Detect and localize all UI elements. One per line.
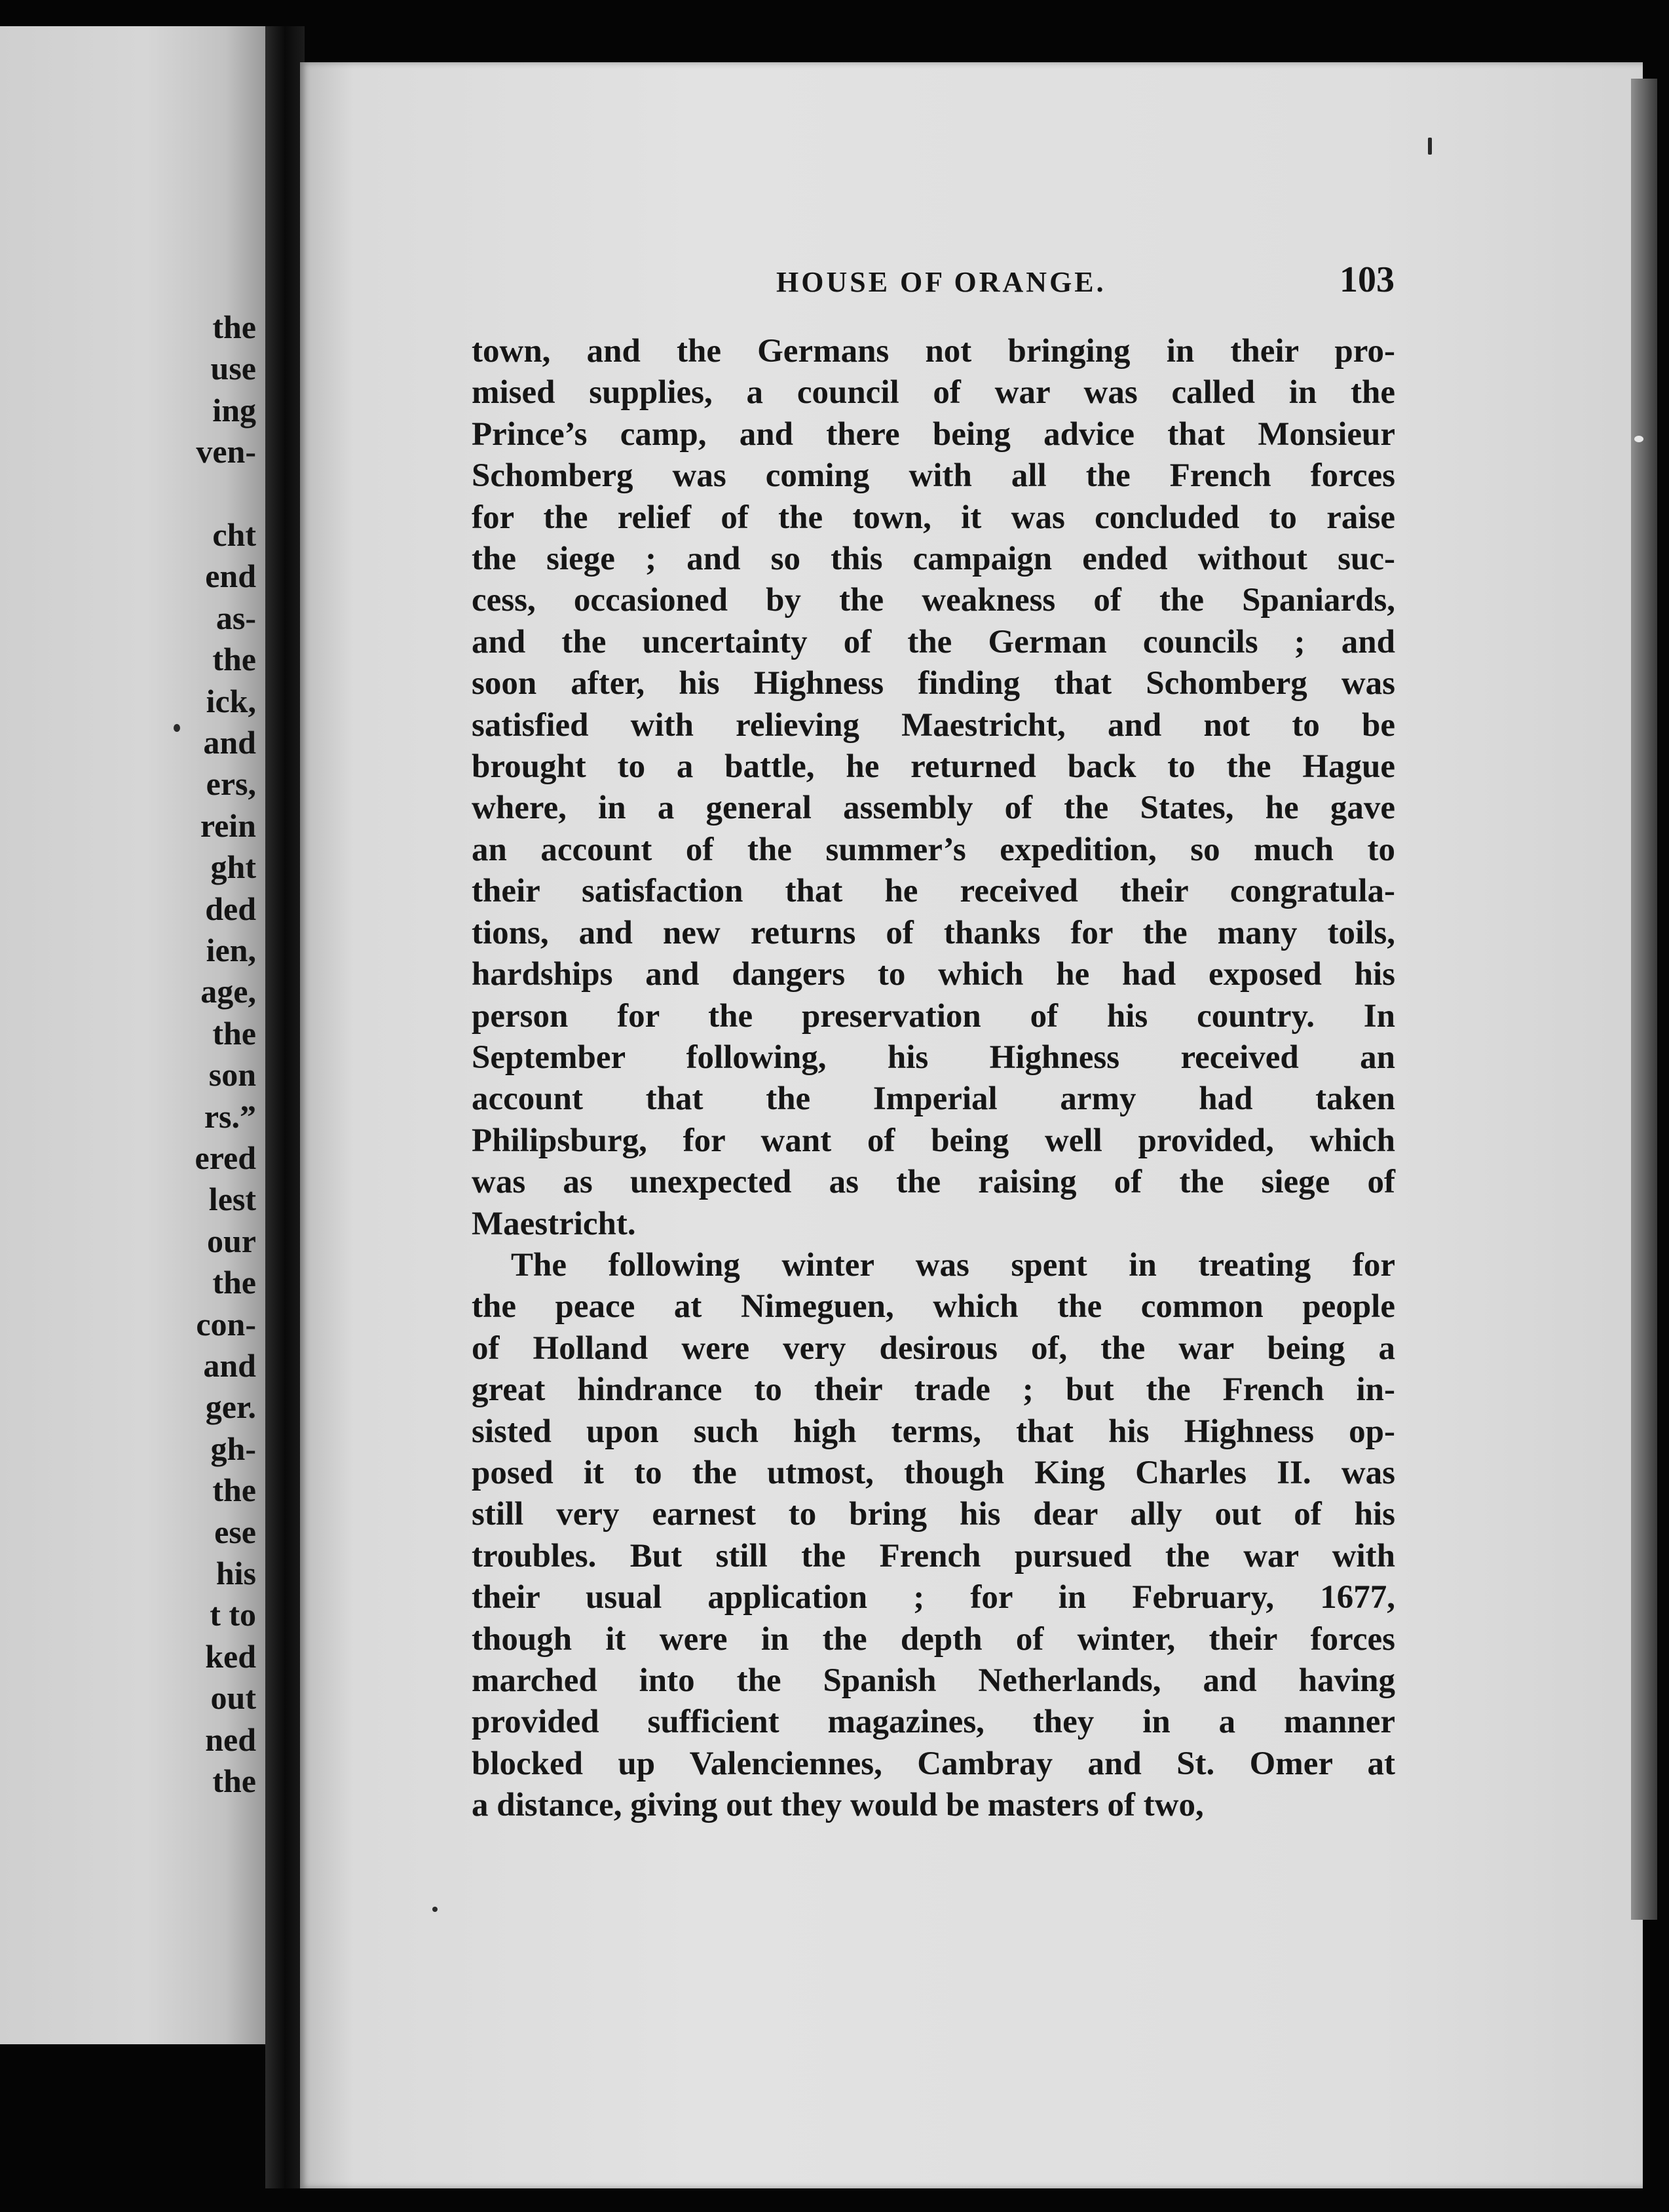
left-page-fragment: ven- [196, 433, 256, 470]
scan-speck [1634, 436, 1643, 442]
left-facing-page [0, 26, 265, 2044]
text-line: marched into the Spanish Netherlands, and having [472, 1662, 1395, 1699]
left-page-fragment: the [212, 641, 256, 678]
left-page-fragment: ing [212, 391, 256, 429]
scan-speck [432, 1907, 438, 1912]
left-page-fragment: as- [216, 599, 256, 636]
text-line: provided sufficient magazines, they in a manner [472, 1704, 1395, 1741]
left-page-fragment: use [210, 350, 256, 387]
text-line: great hindrance to their trade ; but the French in- [472, 1371, 1395, 1409]
text-line: an account of the summer’s expedition, so much to [472, 831, 1395, 868]
left-page-fragment: the [212, 1763, 256, 1799]
left-page-fragment: ers, [206, 765, 256, 803]
left-page-fragment: ked [205, 1637, 256, 1675]
text-line: person for the preservation of his country. In [472, 997, 1395, 1035]
text-line: a distance, giving out they would be masters of two, [472, 1787, 1204, 1824]
left-page-fragment: gh- [210, 1430, 256, 1467]
text-line: for the relief of the town, it was concluded to raise [472, 499, 1395, 536]
left-page-fragment: ien, [206, 932, 256, 968]
left-page-fragment: and [203, 1347, 256, 1384]
page-number: 103 [1340, 259, 1395, 300]
text-line: satisfied with relieving Maestricht, and not to be [472, 706, 1395, 744]
page-edge [1631, 79, 1657, 1920]
text-line: Schomberg was coming with all the French forces [472, 457, 1395, 495]
text-line: September following, his Highness received an [472, 1039, 1395, 1076]
text-line: soon after, his Highness finding that Schomberg was [472, 665, 1395, 702]
left-page-fragment: ght [210, 849, 256, 886]
left-page-fragment: rs.” [204, 1097, 256, 1135]
left-page-fragment: the [212, 1472, 256, 1509]
left-page-fragment: end [205, 558, 256, 595]
left-page-fragment: the [212, 1014, 256, 1052]
text-line: posed it to the utmost, though King Charles II. was [472, 1454, 1395, 1491]
text-line: hardships and dangers to which he had exposed his [472, 956, 1395, 993]
text-line: tions, and new returns of thanks for the many toils, [472, 914, 1395, 951]
body-text [472, 331, 1395, 1827]
left-page-fragment: ger. [205, 1388, 256, 1426]
text-line: Philipsburg, for want of being well provided, which [472, 1122, 1395, 1159]
text-line: of Holland were very desirous of, the war being a [472, 1329, 1395, 1367]
left-page-fragment: the [212, 309, 256, 345]
book-gutter [265, 26, 305, 2188]
paragraph [472, 1245, 1395, 1827]
text-line: cess, occasioned by the weakness of the Spaniards, [472, 582, 1395, 619]
left-page-fragment: cht [212, 516, 256, 553]
left-page-fragment: rein [200, 807, 256, 844]
left-page-fragment: ick, [206, 682, 256, 719]
text-line: was as unexpected as the raising of the siege of [472, 1164, 1395, 1201]
left-page-fragment: out [210, 1679, 256, 1717]
text-line: their usual application ; for in February, 1677, [472, 1579, 1395, 1616]
text-line: town, and the Germans not bringing in their pro- [472, 333, 1395, 370]
text-line: and the uncertainty of the German councils ; and [472, 623, 1395, 660]
left-page-fragment: his [216, 1555, 256, 1592]
text-line: their satisfaction that he received their congratula- [472, 873, 1395, 910]
running-head: HOUSE OF ORANGE. [776, 266, 1106, 298]
text-line: Prince’s camp, and there being advice that Monsieur [472, 415, 1395, 453]
text-line: mised supplies, a council of war was called in the [472, 374, 1395, 411]
text-line: troubles. But still the French pursued the war with [472, 1537, 1395, 1574]
left-page-fragment: ned [205, 1721, 256, 1758]
text-line: Maestricht. [472, 1205, 636, 1242]
text-line: still very earnest to bring his dear ally out of his [472, 1496, 1395, 1533]
text-line: sisted upon such high terms, that his Highness op- [472, 1413, 1395, 1450]
left-page-fragment: t to [210, 1596, 256, 1633]
left-page-fragment: our [207, 1222, 256, 1259]
text-line: though it were in the depth of winter, their forces [472, 1620, 1395, 1658]
left-page-fragment: ded [205, 890, 256, 927]
scan-speck [1428, 138, 1432, 155]
text-line: blocked up Valenciennes, Cambray and St. Omer at [472, 1745, 1395, 1782]
left-page-fragment: the [212, 1264, 256, 1301]
left-page-fragment: con- [196, 1305, 256, 1343]
paragraph [472, 331, 1395, 1245]
left-page-fragment: son [208, 1056, 256, 1094]
left-page-fragment: age, [200, 973, 256, 1010]
text-line: account that the Imperial army had taken [472, 1080, 1395, 1118]
text-line: the peace at Nimeguen, which the common people [472, 1288, 1395, 1325]
text-line: brought to a battle, he returned back to the Hague [472, 748, 1395, 786]
text-line: the siege ; and so this campaign ended without suc- [472, 541, 1395, 578]
left-page-fragment: and [203, 724, 256, 761]
text-line: where, in a general assembly of the States, he gave [472, 790, 1395, 827]
left-page-fragment: ered [195, 1139, 256, 1176]
left-page-fragment: lest [208, 1181, 256, 1218]
left-page-fragment: ese [214, 1513, 256, 1550]
scan-speck [174, 724, 180, 732]
text-line: The following winter was spent in treating for [511, 1246, 1395, 1284]
